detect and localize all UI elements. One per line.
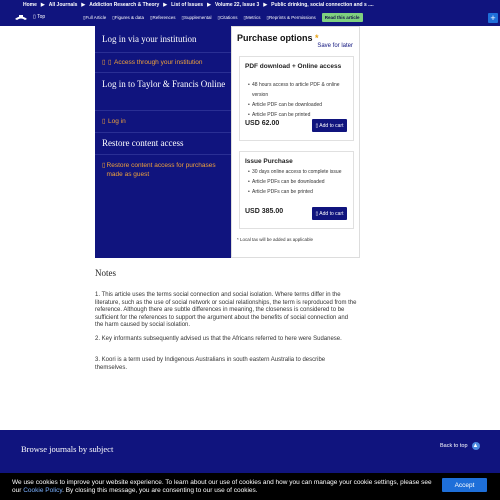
breadcrumb xyxy=(0,0,500,9)
nav-reprints[interactable]: ▯Reprints & Permissions xyxy=(266,14,316,20)
save-for-later-link[interactable]: Save for later xyxy=(317,43,353,49)
nav-label: Figures & data xyxy=(114,14,144,20)
nav-label: Citations xyxy=(220,14,238,20)
feature-item: • 30 days online access to complete issue xyxy=(248,167,348,177)
article-nav-links xyxy=(83,13,363,22)
purchase-panel xyxy=(231,26,360,258)
arrow-up-icon: ▲ xyxy=(472,443,479,449)
breadcrumb-article: Public drinking, social connection and s .... xyxy=(271,1,374,8)
feature-item: • Article PDFs can be downloaded xyxy=(248,177,348,187)
purchase-option-card xyxy=(239,56,354,141)
feature-item: • Article PDFs can be printed xyxy=(248,187,348,197)
back-to-top-label: Back to top xyxy=(440,443,468,449)
institution-heading: Log in via your institution xyxy=(102,34,197,44)
option-features xyxy=(248,167,348,197)
cookie-banner xyxy=(0,473,500,500)
breadcrumb-home[interactable]: Home xyxy=(23,1,37,8)
top-label: Top xyxy=(37,14,46,20)
tf-login-heading: Log in to Taylor & Francis Online xyxy=(102,79,226,89)
nav-figures-data[interactable]: ▯Figures & data xyxy=(112,14,144,20)
purchase-option-card xyxy=(239,151,354,229)
login-link[interactable] xyxy=(102,117,126,126)
option-title: Issue Purchase xyxy=(245,158,293,165)
divider xyxy=(95,110,231,111)
cookie-text-before: We use cookies to improve your website experience. To learn about our use of cookies and how you can manage your cookie settings, please see our xyxy=(12,479,432,494)
add-to-cart-label: Add to cart xyxy=(319,210,344,217)
plus-icon[interactable]: + xyxy=(488,13,498,23)
feature-item: • Article PDF can be printed xyxy=(248,110,348,120)
add-to-cart-button[interactable] xyxy=(312,207,347,220)
nav-label: Full Article xyxy=(85,14,107,20)
cookie-text-after: . By closing this message, you are consenting to our use of cookies. xyxy=(62,486,258,494)
browse-journals-heading[interactable]: Browse journals by subject xyxy=(21,444,114,454)
asterisk: * xyxy=(315,33,319,43)
nav-references[interactable]: ▯References xyxy=(150,14,176,20)
note-item: 2. Key informants subsequently advised us that the Africans referred to here were Sudanese. xyxy=(95,336,342,342)
nav-label: Reprints & Permissions xyxy=(268,14,316,20)
breadcrumb-separator: ▶ xyxy=(163,1,168,8)
breadcrumb-volume[interactable]: Volume 22, Issue 3 xyxy=(214,1,260,8)
divider xyxy=(95,52,231,53)
breadcrumb-separator: ▶ xyxy=(263,1,268,8)
breadcrumb-separator: ▶ xyxy=(207,1,211,8)
purchase-options-label: Purchase options xyxy=(237,33,313,43)
divider xyxy=(95,72,231,73)
tax-note: * Local tax will be added as applicable xyxy=(237,237,314,242)
notes-heading: Notes xyxy=(95,268,116,278)
institution-access-label: Access through your institution xyxy=(114,59,203,66)
cart-icon: ▯ xyxy=(315,210,319,217)
feature-item: • Article PDF can be downloaded xyxy=(248,100,348,110)
option-features xyxy=(248,80,348,120)
access-panel xyxy=(95,26,231,258)
feature-item: • 48 hours access to article PDF & online version xyxy=(248,80,348,100)
restore-heading: Restore content access xyxy=(102,138,184,148)
breadcrumb-separator: ▶ xyxy=(81,1,86,8)
option-price: USD 62.00 xyxy=(245,120,280,127)
purchase-options-title xyxy=(237,33,319,43)
institution-access-link[interactable] xyxy=(102,58,203,67)
nav-metrics[interactable]: ▯Metrics xyxy=(243,14,261,20)
option-title: PDF download + Online access xyxy=(245,63,342,70)
read-article-button[interactable]: Read this article xyxy=(322,13,363,22)
option-price: USD 385.00 xyxy=(245,208,284,215)
cookie-policy-link[interactable]: Cookie Policy xyxy=(23,486,63,494)
divider xyxy=(95,154,231,155)
nav-supplemental[interactable]: ▯Supplemental xyxy=(181,14,212,20)
restore-icon: ▯ xyxy=(102,162,106,169)
breadcrumb-separator: ▶ xyxy=(40,1,45,8)
login-label: Log in xyxy=(108,118,126,125)
add-to-cart-button[interactable] xyxy=(312,119,347,132)
breadcrumb-all-journals[interactable]: All Journals xyxy=(48,1,78,8)
add-to-cart-label: Add to cart xyxy=(319,122,344,129)
accept-cookies-button[interactable]: Accept xyxy=(442,478,487,492)
note-item: 1. This article uses the terms social connection and social isolation. Where terms differ in the literature, such as the use of social network or social relationships, the term is reproduced from the reference. Although there are subtle differences in meaning, the closeness is considered to be sufficient for the references to support the argument about the benefits of social connection and the harm caused by social isolation. xyxy=(95,292,357,328)
cart-icon: ▯ xyxy=(315,122,319,129)
login-icon: ▯ xyxy=(102,118,106,125)
nav-label: Metrics xyxy=(246,14,261,20)
tandf-logo-icon[interactable] xyxy=(14,13,28,22)
breadcrumb-list-of-issues[interactable]: List of Issues xyxy=(171,1,204,8)
top-link[interactable]: ▯ Top xyxy=(33,14,46,20)
back-to-top-link[interactable] xyxy=(440,442,480,450)
article-navbar xyxy=(0,9,500,26)
nav-full-article[interactable]: ▯Full Article xyxy=(83,14,107,20)
nav-label: References xyxy=(152,14,176,20)
institution-icon: ▯ xyxy=(108,59,112,66)
restore-access-label: Restore content access for purchases made as guest xyxy=(106,162,216,178)
nav-label: Supplemental xyxy=(183,14,212,20)
link-bullet-icon: ▯ xyxy=(102,59,106,66)
divider xyxy=(95,132,231,133)
nav-citations[interactable]: ▯Citations xyxy=(217,14,238,20)
breadcrumb-journal[interactable]: Addiction Research & Theory xyxy=(89,1,160,8)
restore-access-link[interactable] xyxy=(102,161,222,179)
cookie-message xyxy=(12,479,437,494)
note-item: 3. Koori is a term used by Indigenous Australians in south eastern Australia to describe themselves. xyxy=(95,357,326,371)
